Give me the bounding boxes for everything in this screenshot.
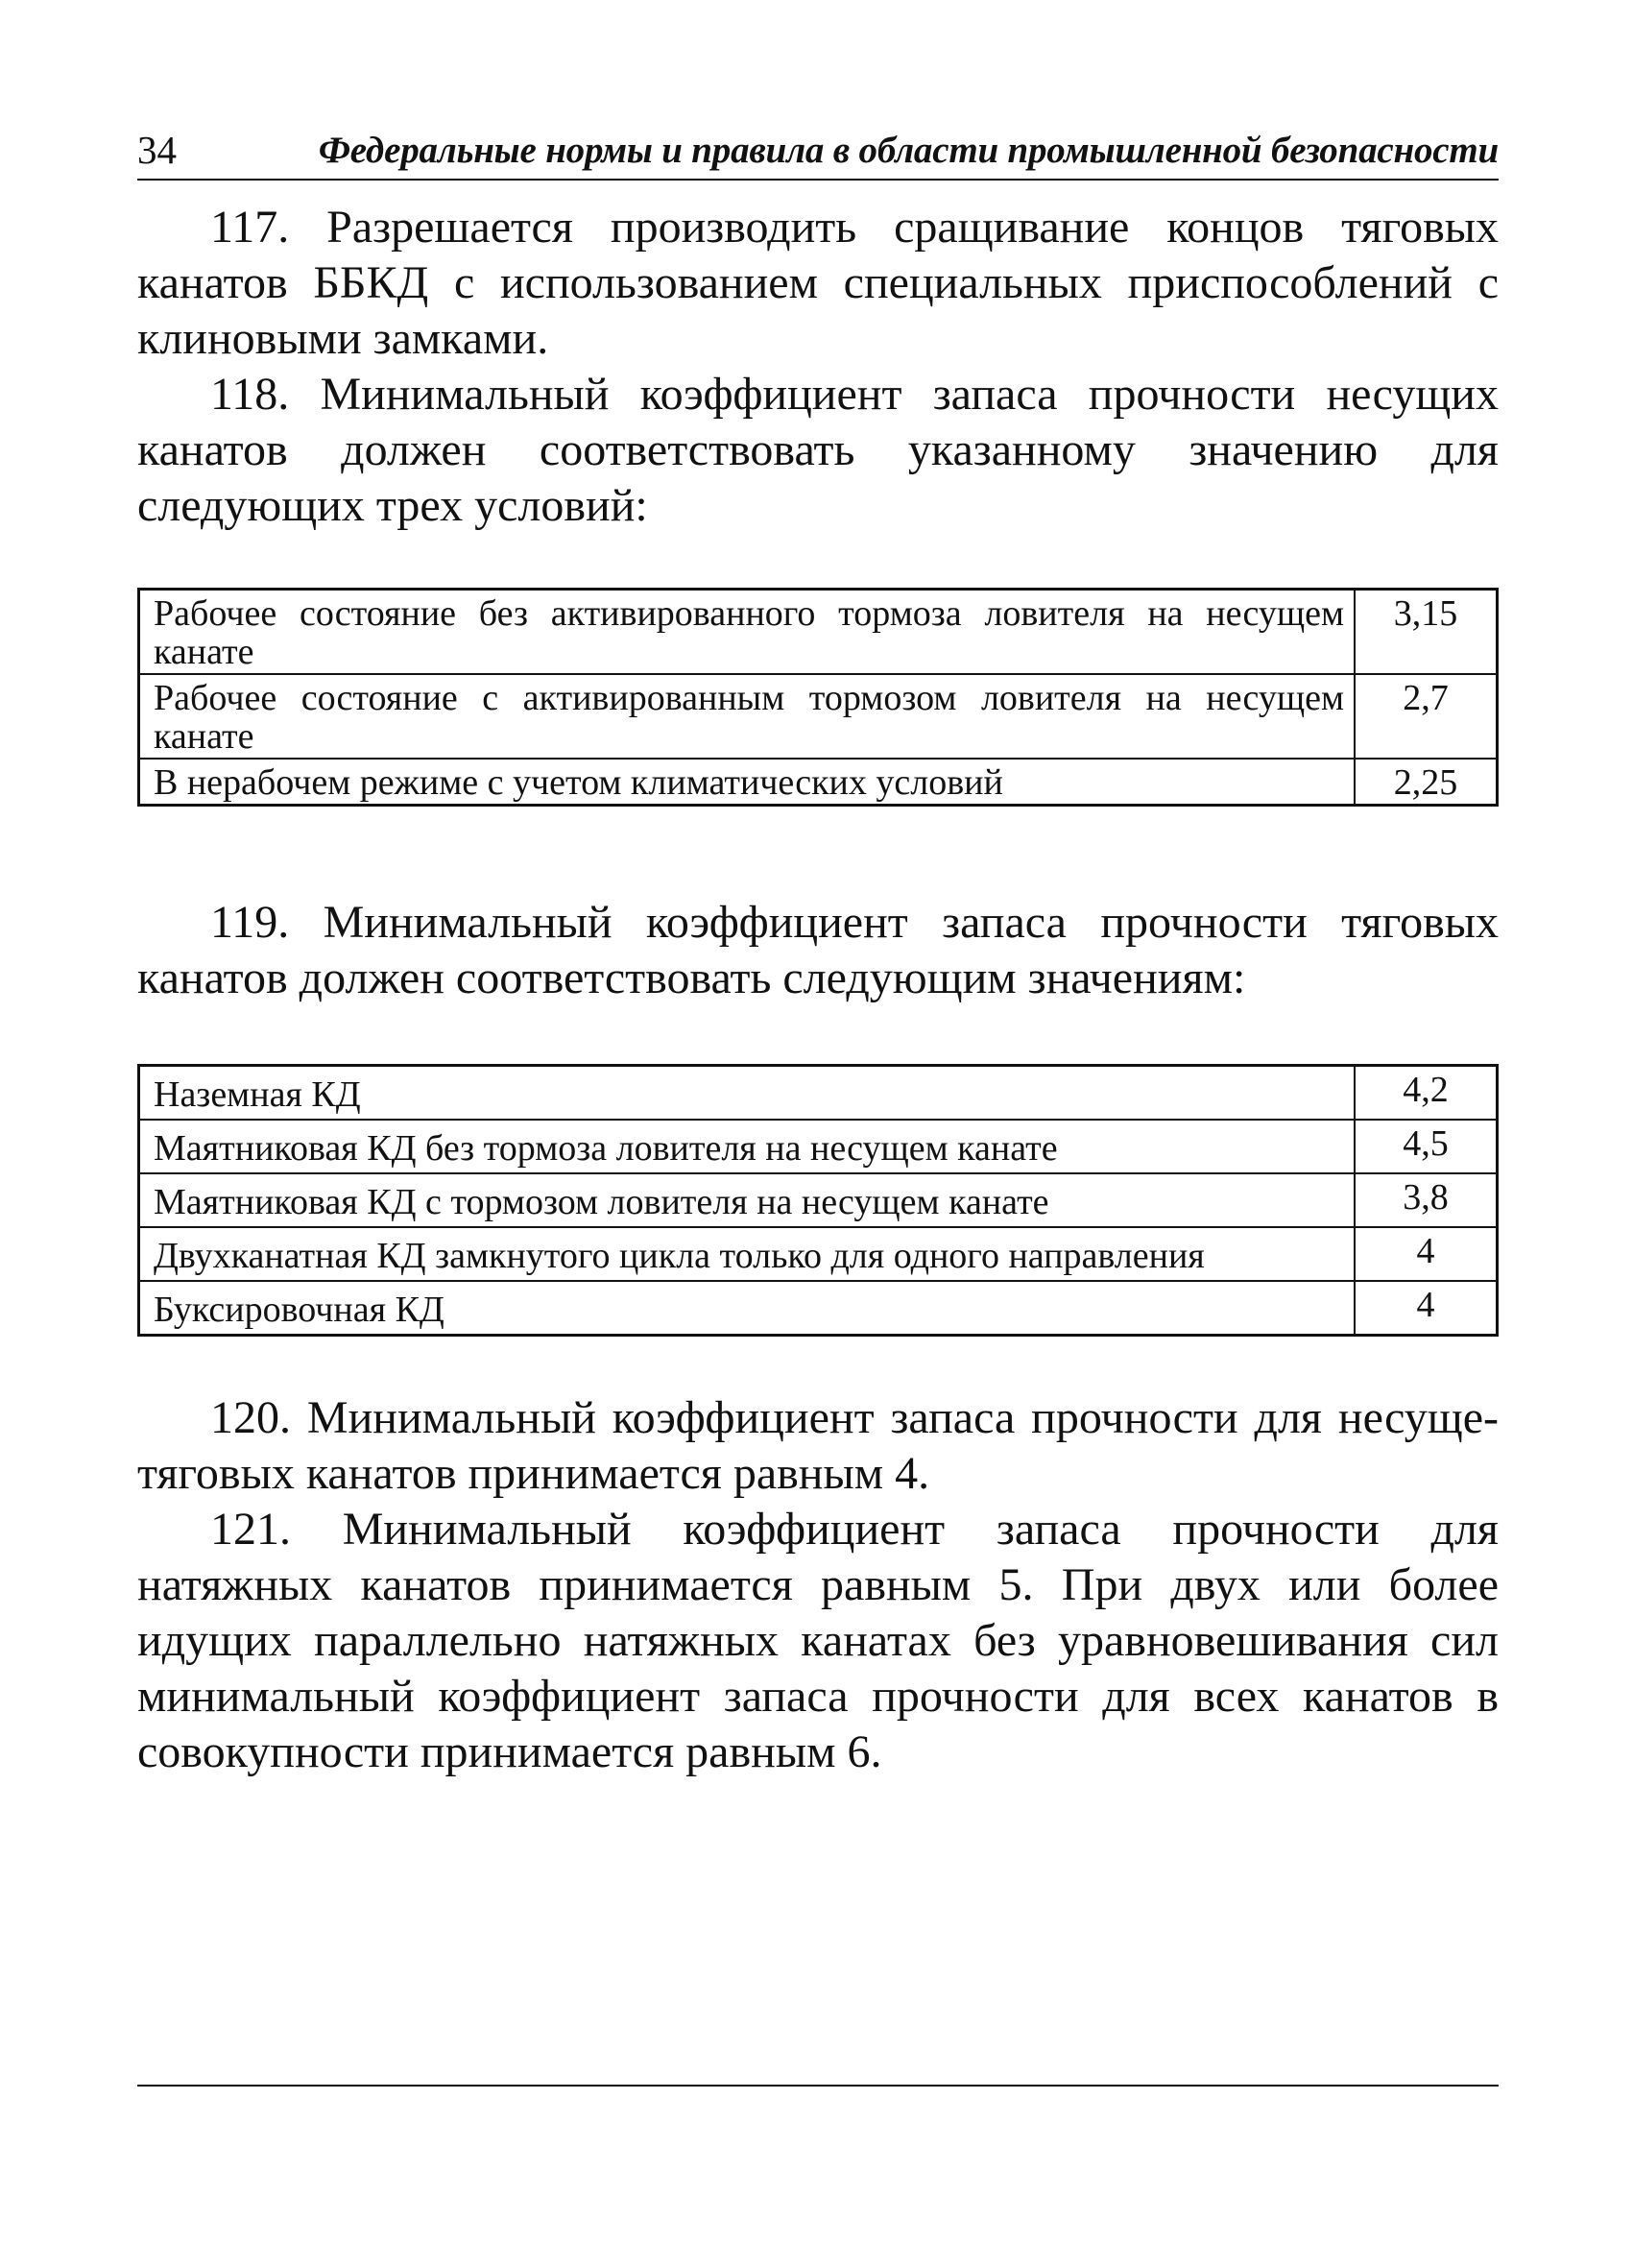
condition-cell: Рабочее состояние с активированным тормозом ловителя на несущем канате	[139, 674, 1356, 759]
value-cell: 3,8	[1355, 1173, 1498, 1227]
table-row	[139, 1066, 1498, 1121]
paragraph-117: 117. Разрешается производить сращивание концов тяговых канатов ББКД с использованием специальных приспособлений с клиновыми замками.	[137, 202, 1499, 364]
condition-cell: Двухканатная КД замкнутого цикла только для одного направления	[139, 1227, 1356, 1281]
carrying-rope-safety-table	[137, 588, 1499, 807]
running-header	[137, 125, 1499, 181]
condition-cell: Маятниковая КД без тормоза ловителя на несущем канате	[139, 1120, 1356, 1173]
paragraph-121: 121. Минимальный коэффициент запаса прочности для натяжных канатов принимается равным 5. При двух или более идущих параллельно натяжных канатах без уравновешивания сил минимальный коэффициент запаса прочности для всех канатов в совокупности принимается равным 6.	[137, 1504, 1499, 1777]
condition-cell: Буксировочная КД	[139, 1281, 1356, 1336]
paragraph-118: 118. Минимальный коэффициент запаса прочности несущих канатов должен соответствовать указанному значению для следующих трех условий:	[137, 369, 1499, 531]
condition-cell: Маятниковая КД с тормозом ловителя на несущем канате	[139, 1173, 1356, 1227]
value-cell: 4	[1355, 1281, 1498, 1336]
table-row	[139, 759, 1498, 806]
value-cell: 4,2	[1355, 1066, 1498, 1121]
condition-cell: В нерабочем режиме с учетом климатических условий	[139, 759, 1356, 806]
table-row	[139, 1281, 1498, 1336]
running-title: Федеральные нормы и правила в области промышленной безопасности	[318, 130, 1499, 171]
haul-rope-safety-table	[137, 1064, 1499, 1337]
table-row	[139, 674, 1498, 759]
value-cell: 2,7	[1355, 674, 1498, 759]
table-row	[139, 1120, 1498, 1173]
value-cell: 4	[1355, 1227, 1498, 1281]
table-row	[139, 590, 1498, 675]
text-block-120-121	[137, 1390, 1499, 1780]
value-cell: 2,25	[1355, 759, 1498, 806]
table-row	[139, 1173, 1498, 1227]
footer-rule	[137, 2085, 1499, 2087]
text-block-119	[137, 895, 1499, 1006]
table-row	[139, 1227, 1498, 1281]
value-cell: 3,15	[1355, 590, 1498, 675]
paragraph-120: 120. Минимальный коэффициент запаса прочности для несуще-тяговых канатов принимается равным 4.	[137, 1392, 1499, 1499]
value-cell: 4,5	[1355, 1120, 1498, 1173]
text-block-117-118	[137, 200, 1499, 534]
condition-cell: Рабочее состояние без активированного тормоза ловителя на несущем канате	[139, 590, 1356, 675]
page-number: 34	[137, 128, 177, 172]
paragraph-119: 119. Минимальный коэффициент запаса прочности тяговых канатов должен соответствовать следующим значениям:	[137, 897, 1499, 1003]
condition-cell: Наземная КД	[139, 1066, 1356, 1121]
